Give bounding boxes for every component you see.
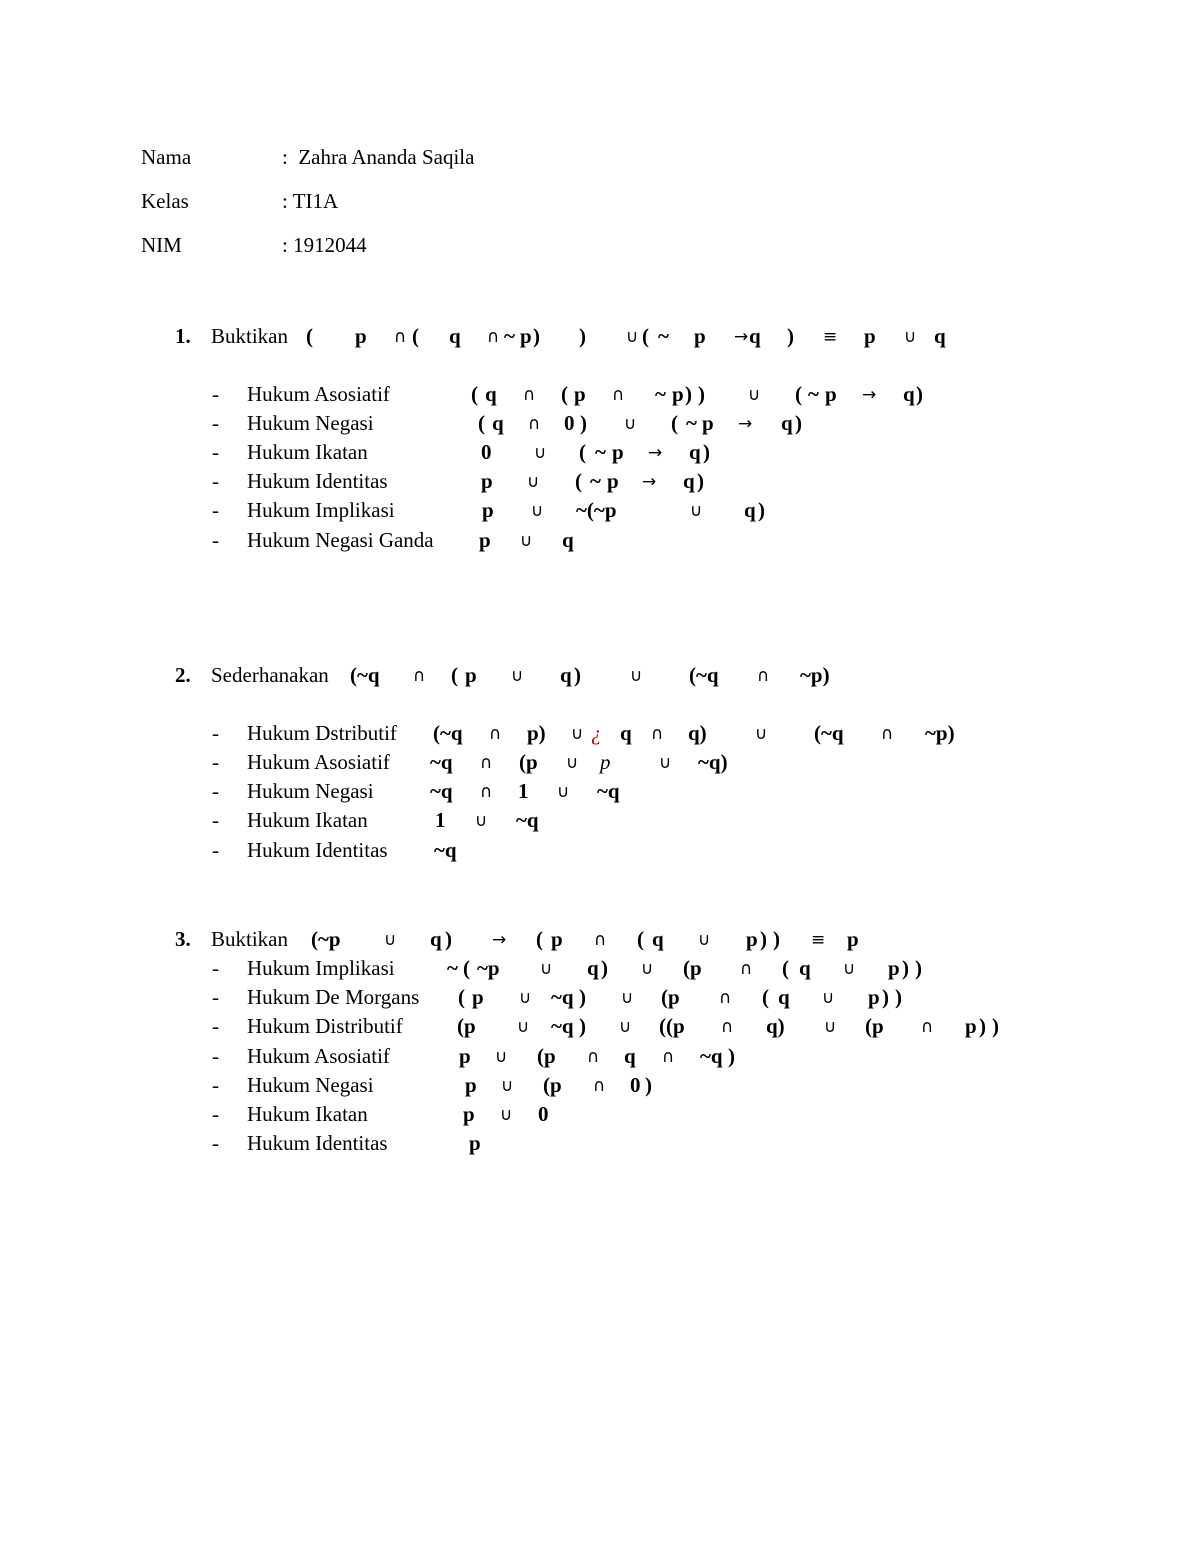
operator-symbol: ∩ [651, 724, 664, 744]
expression-token: ~q [551, 1014, 574, 1038]
step-label: Hukum De Morgans [247, 985, 420, 1009]
operator-symbol: ∪ [659, 753, 672, 773]
question-prompt: Buktikan [211, 324, 288, 348]
expression-token: ( [458, 985, 465, 1009]
expression-token: ) [601, 956, 608, 980]
operator-symbol: ∩ [662, 1047, 675, 1067]
header-label-nim: NIM [141, 233, 182, 257]
step-label: Hukum Ikatan [247, 808, 368, 832]
expression-token: q) [688, 721, 707, 745]
operator-symbol: ∪ [690, 501, 703, 521]
expression-token: ¿ [591, 721, 602, 745]
expression-token: p [672, 382, 684, 406]
step-dash: - [212, 1102, 219, 1126]
step-dash: - [212, 1131, 219, 1155]
expression-token: ) [760, 927, 767, 951]
expression-token: q [562, 528, 574, 552]
step-dash: - [212, 779, 219, 803]
expression-token: (~p [311, 927, 341, 951]
expression-token: p [702, 411, 714, 435]
expression-token: ~ [595, 440, 606, 464]
expression-token: ) [579, 1014, 586, 1038]
expression-token: ~p [477, 956, 500, 980]
header-label-nama: Nama [141, 145, 192, 169]
step-label: Hukum Asosiatif [247, 750, 390, 774]
expression-token: q [485, 382, 497, 406]
operator-symbol: ∪ [571, 724, 584, 744]
expression-token: ) [645, 1073, 652, 1097]
operator-symbol: → [642, 472, 657, 492]
expression-token: q [778, 985, 790, 1009]
expression-token: ( [642, 324, 649, 348]
operator-symbol: ∩ [394, 327, 407, 347]
expression-token: p [607, 469, 619, 493]
expression-token: ~ [655, 382, 666, 406]
step-label: Hukum Implikasi [247, 498, 395, 522]
operator-symbol: ∪ [531, 501, 544, 521]
expression-token: (p [865, 1014, 884, 1038]
expression-token: ( [575, 469, 582, 493]
expression-token: q [624, 1044, 636, 1068]
operator-symbol: ∩ [489, 724, 502, 744]
expression-token: ~(~p [576, 498, 617, 522]
expression-token: p [465, 663, 477, 687]
expression-token: ~q [516, 808, 539, 832]
operator-symbol: ∪ [698, 930, 711, 950]
question-number: 3. [175, 927, 191, 951]
expression-token: p [868, 985, 880, 1009]
expression-token: q [683, 469, 695, 493]
expression-token: (p [519, 750, 538, 774]
expression-token: q [430, 927, 442, 951]
expression-token: ~q [434, 838, 457, 862]
expression-token: ( [561, 382, 568, 406]
expression-token: (p [537, 1044, 556, 1068]
expression-token: q [903, 382, 915, 406]
operator-symbol: → [734, 327, 749, 347]
expression-token: ( [306, 324, 313, 348]
expression-token: ( [478, 411, 485, 435]
expression-token: q [781, 411, 793, 435]
operator-symbol: ∪ [621, 988, 634, 1008]
expression-token: ~q [551, 985, 574, 1009]
expression-token: 1 [518, 779, 529, 803]
expression-token: (~q [689, 663, 719, 687]
expression-token: ( [637, 927, 644, 951]
expression-token: q [749, 324, 761, 348]
operator-symbol: ∪ [904, 327, 917, 347]
operator-symbol: ∪ [630, 666, 643, 686]
step-dash: - [212, 750, 219, 774]
expression-token: ) [915, 956, 922, 980]
expression-token: (p [543, 1073, 562, 1097]
step-label: Hukum Ikatan [247, 1102, 368, 1126]
step-dash: - [212, 808, 219, 832]
expression-token: ((p [659, 1014, 685, 1038]
expression-token: (p [661, 985, 680, 1009]
expression-token: p [864, 324, 876, 348]
operator-symbol: ∪ [619, 1017, 632, 1037]
expression-token: ) [698, 382, 705, 406]
expression-token: ) [703, 440, 710, 464]
expression-token: ( [795, 382, 802, 406]
operator-symbol: ∩ [487, 327, 500, 347]
expression-token: (~q [350, 663, 380, 687]
expression-token: ) [728, 1044, 735, 1068]
expression-token: p [847, 927, 859, 951]
header-value-nim: : 1912044 [282, 233, 367, 257]
expression-token: ( [471, 382, 478, 406]
expression-token: ) [579, 985, 586, 1009]
operator-symbol: ∪ [822, 988, 835, 1008]
header-value-kelas: : TI1A [282, 189, 339, 213]
operator-symbol: ∩ [593, 1076, 606, 1096]
step-dash: - [212, 440, 219, 464]
step-label: Hukum Asosiatif [247, 1044, 390, 1068]
step-label: Hukum Identitas [247, 1131, 388, 1155]
operator-symbol: ∪ [755, 724, 768, 744]
expression-token: q [560, 663, 572, 687]
question-prompt: Sederhanakan [211, 663, 329, 687]
step-dash: - [212, 1044, 219, 1068]
operator-symbol: ∪ [519, 988, 532, 1008]
expression-token: p [465, 1073, 477, 1097]
expression-token: ~q [430, 779, 453, 803]
operator-symbol: ∩ [881, 724, 894, 744]
operator-symbol: ∩ [587, 1047, 600, 1067]
expression-token: p [694, 324, 706, 348]
expression-token: ) [697, 469, 704, 493]
step-dash: - [212, 382, 219, 406]
step-label: Hukum Negasi [247, 411, 374, 435]
step-label: Hukum Negasi [247, 1073, 374, 1097]
expression-token: p [551, 927, 563, 951]
step-label: Hukum Distributif [247, 1014, 403, 1038]
operator-symbol: ∩ [612, 385, 625, 405]
operator-symbol: → [738, 414, 753, 434]
expression-token: ) [882, 985, 889, 1009]
expression-token: p [481, 469, 493, 493]
operator-symbol: ∩ [594, 930, 607, 950]
expression-token: ~q) [698, 750, 728, 774]
operator-symbol: ∪ [824, 1017, 837, 1037]
expression-token: ( [762, 985, 769, 1009]
step-label: Hukum Ikatan [247, 440, 368, 464]
step-dash: - [212, 498, 219, 522]
expression-token: p [746, 927, 758, 951]
expression-token: ) [773, 927, 780, 951]
expression-token: ) [579, 324, 586, 348]
expression-token: ~p) [800, 663, 830, 687]
expression-token: p [574, 382, 586, 406]
operator-symbol: ∩ [528, 414, 541, 434]
expression-token: ~ [686, 411, 697, 435]
expression-token: p) [527, 721, 546, 745]
step-label: Hukum Implikasi [247, 956, 395, 980]
expression-token: p [612, 440, 624, 464]
expression-token: q [620, 721, 632, 745]
step-dash: - [212, 411, 219, 435]
expression-token: q [799, 956, 811, 980]
question-prompt: Buktikan [211, 927, 288, 951]
operator-symbol: ∪ [517, 1017, 530, 1037]
operator-symbol: ∩ [480, 753, 493, 773]
step-label: Hukum Negasi [247, 779, 374, 803]
step-label: Hukum Negasi Ganda [247, 528, 434, 552]
expression-token: ~q [430, 750, 453, 774]
expression-token: ~ [447, 956, 458, 980]
expression-token: ( [671, 411, 678, 435]
expression-token: p [469, 1131, 481, 1155]
expression-token: 1 [435, 808, 446, 832]
operator-symbol: ∩ [480, 782, 493, 802]
expression-token: ) [787, 324, 794, 348]
step-dash: - [212, 721, 219, 745]
expression-token: 0 [538, 1102, 549, 1126]
expression-token: q [744, 498, 756, 522]
operator-symbol: ∪ [626, 327, 639, 347]
header-label-kelas: Kelas [141, 189, 189, 213]
operator-symbol: ∩ [740, 959, 753, 979]
operator-symbol: ∪ [641, 959, 654, 979]
step-label: Hukum Asosiatif [247, 382, 390, 406]
operator-symbol: ∪ [495, 1047, 508, 1067]
operator-symbol: ∩ [523, 385, 536, 405]
expression-token: ) [992, 1014, 999, 1038]
operator-symbol: ∪ [566, 753, 579, 773]
expression-token: (~q [433, 721, 463, 745]
expression-token: q [492, 411, 504, 435]
step-label: Hukum Dstributif [247, 721, 397, 745]
expression-token: ) [445, 927, 452, 951]
step-label: Hukum Identitas [247, 838, 388, 862]
operator-symbol: ∪ [540, 959, 553, 979]
operator-symbol: ∩ [719, 988, 732, 1008]
expression-token: ) [902, 956, 909, 980]
expression-token: (p [683, 956, 702, 980]
expression-token: ) [795, 411, 802, 435]
operator-symbol: → [492, 930, 507, 950]
expression-token: p [825, 382, 837, 406]
expression-token: ~ [658, 324, 669, 348]
step-dash: - [212, 838, 219, 862]
expression-token: p [459, 1044, 471, 1068]
step-label: Hukum Identitas [247, 469, 388, 493]
expression-token: ( [782, 956, 789, 980]
expression-token: ) [580, 411, 587, 435]
expression-token: 0 [564, 411, 575, 435]
expression-token: (p [457, 1014, 476, 1038]
expression-token: ) [533, 324, 540, 348]
expression-token: ) [895, 985, 902, 1009]
expression-token: p [463, 1102, 475, 1126]
operator-symbol: ∪ [624, 414, 637, 434]
expression-token: ( [451, 663, 458, 687]
expression-token: ( [536, 927, 543, 951]
step-dash: - [212, 469, 219, 493]
expression-token: q [934, 324, 946, 348]
expression-token: p [479, 528, 491, 552]
operator-symbol: ∪ [843, 959, 856, 979]
expression-token: ( [579, 440, 586, 464]
step-dash: - [212, 1073, 219, 1097]
step-dash: - [212, 528, 219, 552]
expression-token: ~q [700, 1044, 723, 1068]
expression-token: ( [463, 956, 470, 980]
operator-symbol: ∪ [557, 782, 570, 802]
expression-token: ) [574, 663, 581, 687]
operator-symbol: ≡ [811, 930, 826, 950]
operator-symbol: ∪ [527, 472, 540, 492]
expression-token: q [689, 440, 701, 464]
operator-symbol: ∩ [757, 666, 770, 686]
operator-symbol: ∪ [748, 385, 761, 405]
question-number: 1. [175, 324, 191, 348]
expression-token: 0 [630, 1073, 641, 1097]
operator-symbol: ∪ [501, 1076, 514, 1096]
operator-symbol: ∪ [534, 443, 547, 463]
expression-token: p [888, 956, 900, 980]
expression-token: ) [685, 382, 692, 406]
operator-symbol: ∩ [721, 1017, 734, 1037]
expression-token: q) [766, 1014, 785, 1038]
expression-token: ) [758, 498, 765, 522]
expression-token: ~p) [925, 721, 955, 745]
operator-symbol: ∪ [500, 1105, 513, 1125]
operator-symbol: ∪ [384, 930, 397, 950]
expression-token: ~ [590, 469, 601, 493]
operator-symbol: → [862, 385, 877, 405]
header-value-nama: : Zahra Ananda Saqila [282, 145, 475, 169]
expression-token: p [520, 324, 532, 348]
step-dash: - [212, 985, 219, 1009]
expression-token: ~ [504, 324, 515, 348]
expression-token: p [600, 750, 611, 774]
step-dash: - [212, 956, 219, 980]
expression-token: q [449, 324, 461, 348]
expression-token: q [652, 927, 664, 951]
operator-symbol: ∪ [511, 666, 524, 686]
expression-token: 0 [481, 440, 492, 464]
expression-token: ) [916, 382, 923, 406]
expression-token: (~q [814, 721, 844, 745]
expression-token: p [472, 985, 484, 1009]
expression-token: ) [979, 1014, 986, 1038]
expression-token: ~ [808, 382, 819, 406]
operator-symbol: ∪ [520, 531, 533, 551]
expression-token: p [965, 1014, 977, 1038]
operator-symbol: ∪ [475, 811, 488, 831]
operator-symbol: → [648, 443, 663, 463]
expression-token: q [587, 956, 599, 980]
operator-symbol: ∩ [921, 1017, 934, 1037]
expression-token: ~q [597, 779, 620, 803]
expression-token: p [355, 324, 367, 348]
operator-symbol: ∩ [413, 666, 426, 686]
operator-symbol: ≡ [823, 327, 838, 347]
question-number: 2. [175, 663, 191, 687]
step-dash: - [212, 1014, 219, 1038]
expression-token: ( [412, 324, 419, 348]
expression-token: p [482, 498, 494, 522]
